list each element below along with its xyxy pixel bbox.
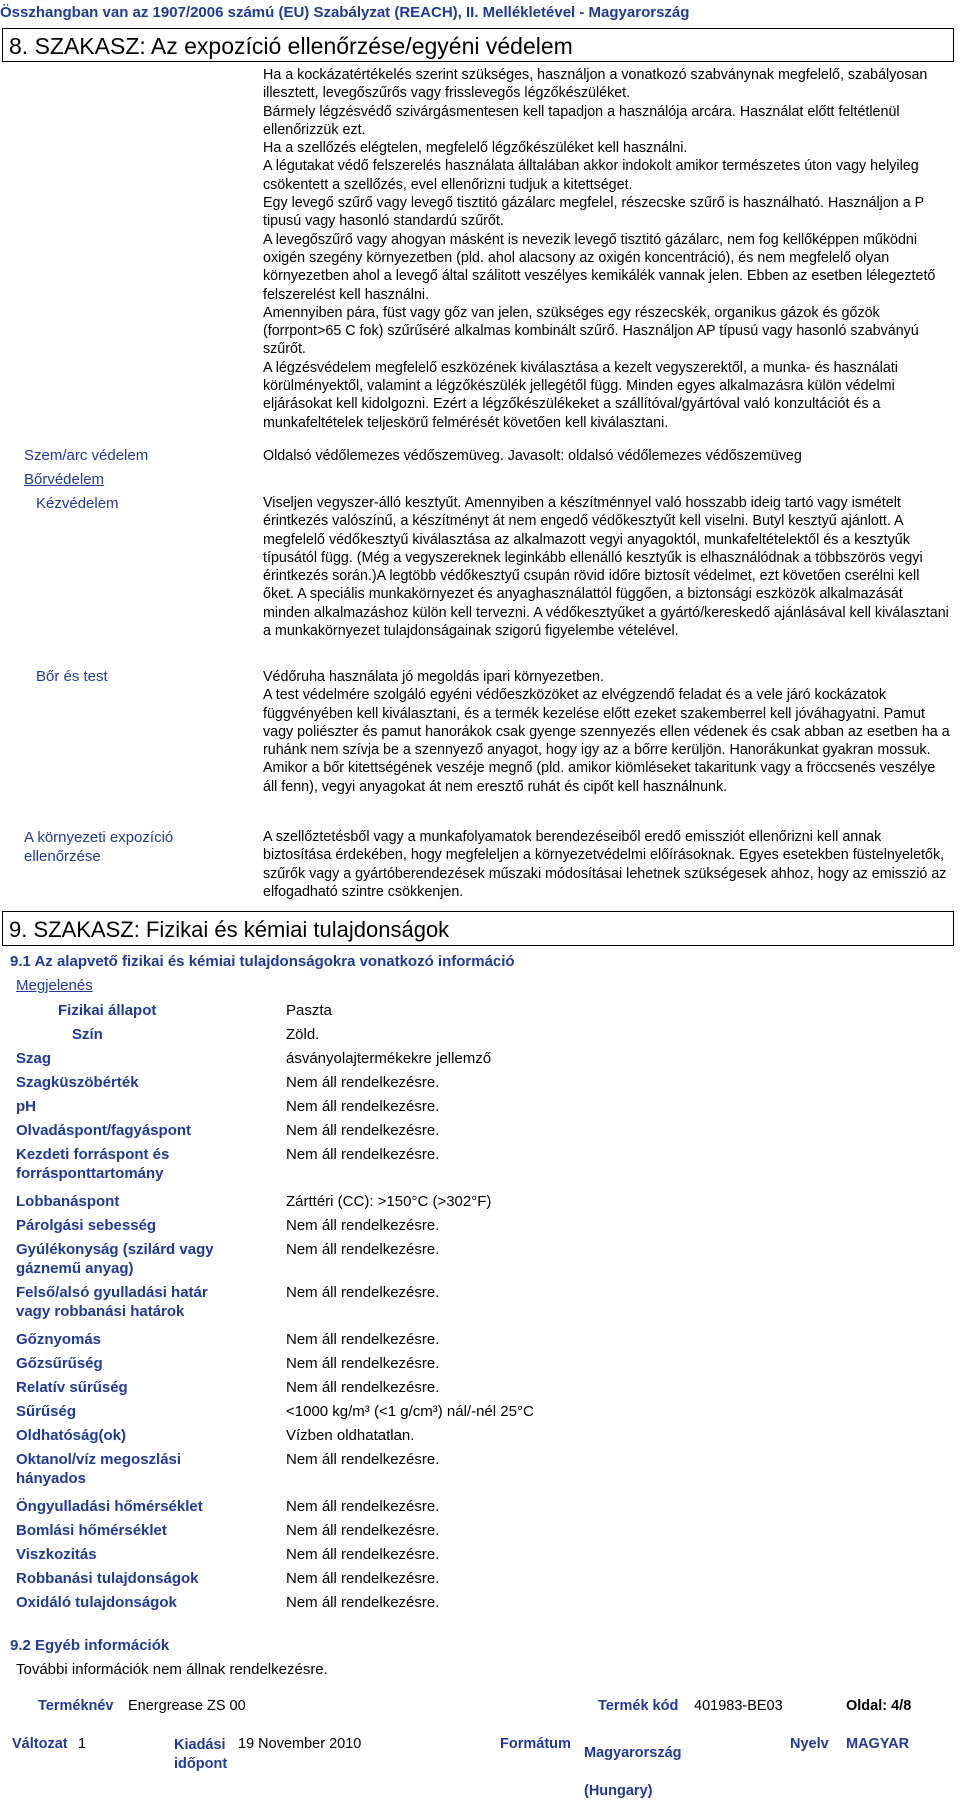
property-label: Öngyulladási hőmérséklet <box>16 1498 203 1515</box>
property-value: Nem áll rendelkezésre. <box>286 1241 440 1258</box>
format-value: Magyarország (Hungary) <box>584 1745 682 1799</box>
hand-protection-text: Viseljen vegyszer-álló kesztyűt. Amennyiben a készítménnyel való hosszabb ideig tartó vagy ismételt érintkezés valószínű, a készítményt át nem engedő védőkesztyűt kell viselni. Butyl kesztyű ajánlott. A megfelelő védőkesztyű kiválasztása az alkalmazott vegyi anyagoktól, munkafeltételektől és a kesztyűk típusától függ. (Még a vegyszereknek leginkább ellenálló kesztyűk is elhasználódnak a többszörös vegyi érintkezés során.)A legtöbb védőkesztyű csupán rövid időre biztosít védelmet, ezt követően cserélni kell őket. A speciális munkakörnyezet és anyaghasználattól függően, a biztonsági eszközök alkalmazását minden alkalmazáshoz külön kell tervezni. A védőkesztyűket a gyártó/kereskedő ajánlásával kell kiválasztani a munkakörnyezet tulajdonságainak szigorú figyelembe vételével. <box>263 495 949 640</box>
property-value: Nem áll rendelkezésre. <box>286 1355 440 1372</box>
property-label: pH <box>16 1098 36 1115</box>
product-name-label: Terméknév <box>38 1698 114 1714</box>
property-value: Nem áll rendelkezésre. <box>286 1546 440 1563</box>
section-9-title: 9. SZAKASZ: Fizikai és kémiai tulajdonságok <box>2 911 954 946</box>
document-header: Összhangban van az 1907/2006 számú (EU) Szabályzat (REACH), II. Mellékletével - Magyarország <box>0 4 690 21</box>
environmental-exposure-label: A környezeti expozíció ellenőrzése <box>24 829 174 865</box>
color-label: Szín <box>72 1026 103 1043</box>
property-value: Nem áll rendelkezésre. <box>286 1451 440 1468</box>
property-label: Sűrűség <box>16 1403 77 1420</box>
property-label: Párolgási sebesség <box>16 1217 157 1234</box>
respiratory-protection-text <box>263 66 953 432</box>
environmental-exposure-text: A szellőztetésből vagy a munkafolyamatok berendezéseiből eredő emissziót ellenőrizni kell annak biztosítása érdekében, hogy megfeleljen a környezetvédelmi előírásoknak. Egyes esetekben füstelnyeletők, szűrők vagy a gyártóberendezések műszaki módosításai lehetnek szükségesek ahhoz, hogy az emisszió az elfogadható szintre csökkenjen. <box>263 829 947 900</box>
property-label: Oktanol/víz megoszlási hányados <box>16 1451 182 1487</box>
paragraph: Egy levegő szűrő vagy levegő tisztitó gázálarc megfelel, részecske szűrő is használható. Használjon a P tipusú vagy hasonló standardú szűrőt. <box>263 195 924 230</box>
physical-state-label: Fizikai állapot <box>58 1002 157 1019</box>
property-label: Szag <box>16 1050 52 1067</box>
body-protection-label: Bőr és test <box>36 668 108 685</box>
version-label: Változat <box>12 1736 68 1752</box>
property-value: Nem áll rendelkezésre. <box>286 1122 440 1139</box>
property-label: Oldhatóság(ok) <box>16 1427 127 1444</box>
product-name-value: Energrease ZS 00 <box>128 1698 246 1714</box>
property-value: Zárttéri (CC): >150°C (>302°F) <box>286 1193 492 1210</box>
property-value: Nem áll rendelkezésre. <box>286 1074 440 1091</box>
paragraph: A levegőszűrő vagy ahogyan másként is nevezik levegő tisztitó gázálarc, nem fog kellőképpen működni oxigén szegény környezetben (pld. ahol alacsony az oxigén koncentráció), és nem megfelelő olyan környezetben ahol a levegő által szálitott veszélyes kemikálék vannak jelen. Ebben az esetben lélegeztető felszerelést kell használni. <box>263 231 936 303</box>
property-label: Felső/alsó gyulladási határ vagy robbanási határok <box>16 1284 208 1320</box>
property-value: Nem áll rendelkezésre. <box>286 1522 440 1539</box>
property-value: Nem áll rendelkezésre. <box>286 1498 440 1515</box>
property-value: Vízben oldhatatlan. <box>286 1427 415 1444</box>
property-value: Nem áll rendelkezésre. <box>286 1570 440 1587</box>
version-value: 1 <box>78 1736 87 1752</box>
product-code-label: Termék kód <box>598 1698 679 1714</box>
property-value: Nem áll rendelkezésre. <box>286 1284 440 1301</box>
property-label: Lobbanáspont <box>16 1193 120 1210</box>
issue-date-value: 19 November 2010 <box>238 1736 362 1752</box>
product-code-value: 401983-BE03 <box>694 1698 783 1714</box>
hand-protection-label: Kézvédelem <box>36 495 119 512</box>
issue-date-label: Kiadási időpont <box>174 1737 228 1772</box>
property-value: Nem áll rendelkezésre. <box>286 1594 440 1611</box>
other-information-text: További információk nem állnak rendelkezésre. <box>16 1661 328 1678</box>
language-value: MAGYAR <box>846 1736 910 1752</box>
format-label: Formátum <box>500 1736 571 1752</box>
property-label: Olvadáspont/fagyáspont <box>16 1122 192 1139</box>
subsection-9-1-title: 9.1 Az alapvető fizikai és kémiai tulajdonságokra vonatkozó információ <box>10 953 515 970</box>
property-label: Viszkozitás <box>16 1546 97 1563</box>
property-label: Gőznyomás <box>16 1331 102 1348</box>
page-number: Oldal: 4/8 <box>846 1698 912 1714</box>
property-label: Relatív sűrűség <box>16 1379 128 1396</box>
section-8-title: 8. SZAKASZ: Az expozíció ellenőrzése/egyéni védelem <box>2 28 954 62</box>
eye-protection-text: Oldalsó védőlemezes védőszemüveg. Javasolt: oldalsó védőlemezes védőszemüveg <box>263 448 802 464</box>
subsection-9-2-title: 9.2 Egyéb információk <box>10 1637 170 1654</box>
skin-protection-label: Bőrvédelem <box>24 471 105 488</box>
eye-protection-label: Szem/arc védelem <box>24 447 149 464</box>
paragraph: Amennyiben pára, füst vagy gőz van jelen, szükséges egy részecskék, organikus gázok és gőzök (forrpont>65 C fok) szűrűséré alkalmas kombinált szűrő. Használjon AP típusú vagy hasonló szabványú szűrőt. <box>263 304 919 358</box>
property-label: Bomlási hőmérséklet <box>16 1522 167 1539</box>
property-value: Nem áll rendelkezésre. <box>286 1331 440 1348</box>
paragraph: Ha a szellőzés elégtelen, megfelelő légzőkészüléket kell használni. <box>263 140 688 157</box>
property-label: Szagküszöbérték <box>16 1074 139 1091</box>
paragraph: Ha a kockázatértékelés szerint szükséges, használjon a vonatkozó szabványnak megfelelő, szabályosan illesztett, levegőszűrős vagy frisslevegős légzőkészüléket. <box>263 67 928 102</box>
property-label: Gyúlékonyság (szilárd vagy gáznemű anyag) <box>16 1241 214 1277</box>
paragraph: A test védelmére szolgáló egyéni védőeszközöket az elvégzendő feladat és a vele járó kockázatok függvényében kell kiválasztani, és a termék kezelése előtt ezeket szakemberrel kell jóváhagyatni. Pamut vagy poliészter és pamut hanorákok csak gyenge szennyezés ellen védenek és csak abban az esetben ha a ruhánk nem szívja be a szennyező anyagot, hogy igy az a bőrre kerüljön. Hanorákunkat gyakran mossuk. Amikor a bőr kitettségének veszéje megnő (pld. amikor kiömléseket takaritunk vagy a fröccsenés veszélye áll fenn), vegyi anyagokat át nem eresztő ruhát és cipőt kell használnunk. <box>263 687 950 795</box>
paragraph: A légutakat védő felszerelés használata álltalában akkor indokolt amikor természetes úton vagy helyileg csökentett a szellőzés, evel ellenőrizni tudjuk a kitettséget. <box>263 158 919 193</box>
language-label: Nyelv <box>790 1736 829 1752</box>
property-value: Nem áll rendelkezésre. <box>286 1379 440 1396</box>
appearance-label: Megjelenés <box>16 977 93 994</box>
paragraph: A légzésvédelem megfelelő eszközének kiválasztása a kezelt vegyszerektől, a munka- és használati körülményektől, valamint a légzőkészülék jellegétől függ. Minden egyes alkalmazásra külön védelmi eljárásokat kell kidolgozni. Ezért a légzőkészülékeket a szállítóval/gyártóval való konzultációt és a munkafeltételek teljeskörű felmérését követően kell kiválasztani. <box>263 359 898 431</box>
property-label: Gőzsűrűség <box>16 1355 103 1372</box>
physical-state-value: Paszta <box>286 1002 332 1019</box>
density-value: <1000 kg/m³ (<1 g/cm³) nál/-nél 25°C <box>286 1403 534 1420</box>
property-label: Robbanási tulajdonságok <box>16 1570 199 1587</box>
paragraph: Védőruha használata jó megoldás ipari környezetben. <box>263 669 604 685</box>
property-label: Oxidáló tulajdonságok <box>16 1594 177 1611</box>
property-value: ásványolajtermékekre jellemző <box>286 1050 492 1067</box>
body-protection-text <box>263 668 953 796</box>
property-label: Kezdeti forráspont és forrásponttartomány <box>16 1146 170 1182</box>
property-value: Nem áll rendelkezésre. <box>286 1217 440 1234</box>
paragraph: Bármely légzésvédő szivárgásmentesen kell tapadjon a használója arcára. Használat előtt feltétlenül ellenőrizzük ezt. <box>263 103 900 138</box>
color-value: Zöld. <box>286 1026 320 1043</box>
property-value: Nem áll rendelkezésre. <box>286 1098 440 1115</box>
property-value: Nem áll rendelkezésre. <box>286 1146 440 1163</box>
